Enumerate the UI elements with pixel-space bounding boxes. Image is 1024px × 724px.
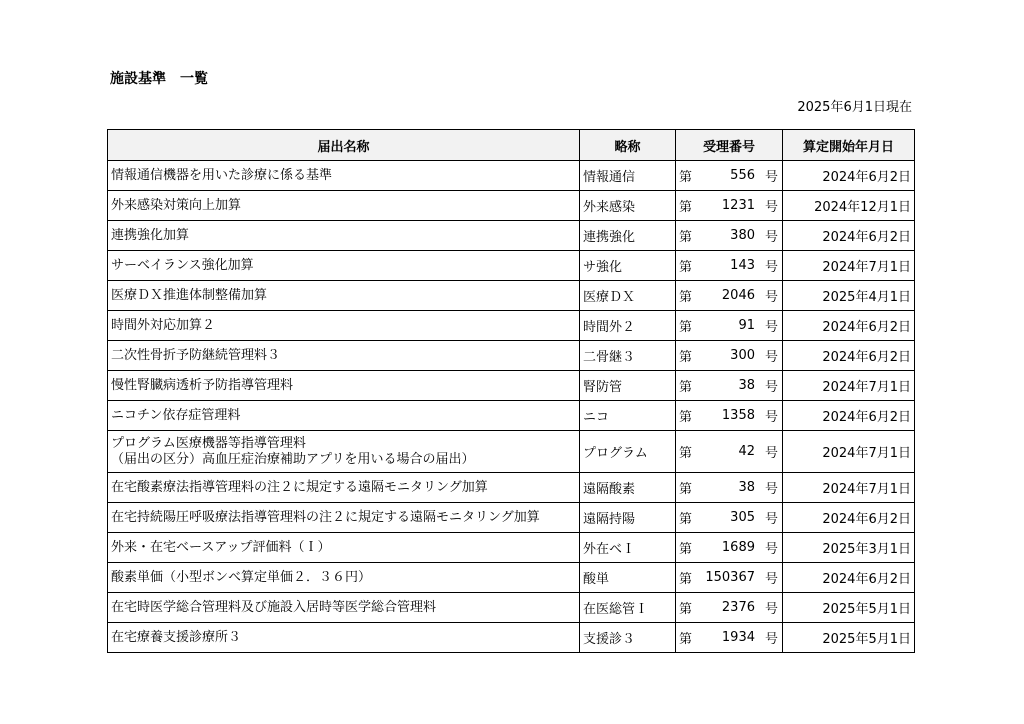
name-line: 時間外対応加算２ xyxy=(111,317,216,333)
facility-standards-table xyxy=(107,129,915,653)
number-value: 91 xyxy=(738,318,755,333)
number-prefix: 第 xyxy=(679,170,693,185)
name-line: 連携強化加算 xyxy=(111,227,190,243)
cell-abbr: 支援診３ xyxy=(580,623,676,653)
cell-date: 2024年6月2日 xyxy=(783,401,915,431)
number-suffix: 号 xyxy=(765,572,779,587)
header-date: 算定開始年月日 xyxy=(783,130,915,161)
cell-date: 2024年12月1日 xyxy=(783,191,915,221)
cell-date: 2025年3月1日 xyxy=(783,533,915,563)
cell-name xyxy=(108,473,580,503)
cell-date: 2024年6月2日 xyxy=(783,563,915,593)
cell-number xyxy=(676,191,783,221)
cell-name xyxy=(108,401,580,431)
number-value: 38 xyxy=(738,378,755,393)
cell-date: 2025年5月1日 xyxy=(783,623,915,653)
name-line: 在宅時医学総合管理料及び施設入居時等医学総合管理料 xyxy=(111,599,437,615)
number-value: 2376 xyxy=(721,600,755,615)
number-suffix: 号 xyxy=(765,320,779,335)
cell-name xyxy=(108,563,580,593)
number-prefix: 第 xyxy=(679,512,693,527)
cell-name xyxy=(108,593,580,623)
number-suffix: 号 xyxy=(765,446,779,461)
number-value: 1358 xyxy=(721,408,755,423)
name-line: 在宅持続陽圧呼吸療法指導管理料の注２に規定する遠隔モニタリング加算 xyxy=(111,509,540,525)
table-row xyxy=(108,311,915,341)
cell-name xyxy=(108,191,580,221)
cell-abbr: 二骨継３ xyxy=(580,341,676,371)
number-suffix: 号 xyxy=(765,380,779,395)
table-row xyxy=(108,281,915,311)
table-row xyxy=(108,563,915,593)
name-line: 慢性腎臓病透析予防指導管理料 xyxy=(111,377,294,393)
cell-number xyxy=(676,251,783,281)
number-prefix: 第 xyxy=(679,602,693,617)
cell-abbr: 情報通信 xyxy=(580,161,676,191)
number-prefix: 第 xyxy=(679,410,693,425)
number-prefix: 第 xyxy=(679,572,693,587)
cell-abbr: ニコ xyxy=(580,401,676,431)
number-prefix: 第 xyxy=(679,290,693,305)
cell-date: 2024年7月1日 xyxy=(783,371,915,401)
table-row xyxy=(108,593,915,623)
number-prefix: 第 xyxy=(679,380,693,395)
cell-number xyxy=(676,563,783,593)
table-row xyxy=(108,191,915,221)
cell-name xyxy=(108,533,580,563)
number-prefix: 第 xyxy=(679,632,693,647)
cell-name xyxy=(108,281,580,311)
name-line: 酸素単価（小型ボンベ算定単価２．３６円） xyxy=(111,569,372,585)
number-prefix: 第 xyxy=(679,542,693,557)
cell-number xyxy=(676,623,783,653)
table-row xyxy=(108,533,915,563)
cell-date: 2025年5月1日 xyxy=(783,593,915,623)
name-line: プログラム医療機器等指導管理料 xyxy=(111,435,306,451)
table-row xyxy=(108,341,915,371)
number-suffix: 号 xyxy=(765,482,779,497)
number-value: 38 xyxy=(738,480,755,495)
name-line: 医療ＤＸ推進体制整備加算 xyxy=(111,287,268,303)
cell-abbr: 外来感染 xyxy=(580,191,676,221)
cell-number xyxy=(676,533,783,563)
cell-date: 2024年7月1日 xyxy=(783,431,915,473)
number-prefix: 第 xyxy=(679,260,693,275)
cell-abbr: 外在ベＩ xyxy=(580,533,676,563)
cell-abbr: プログラム xyxy=(580,431,676,473)
cell-date: 2024年7月1日 xyxy=(783,251,915,281)
cell-date: 2025年4月1日 xyxy=(783,281,915,311)
name-line: 在宅酸素療法指導管理料の注２に規定する遠隔モニタリング加算 xyxy=(111,479,488,495)
cell-date: 2024年6月2日 xyxy=(783,503,915,533)
name-line: 外来感染対策向上加算 xyxy=(111,197,242,213)
cell-abbr: 遠隔持陽 xyxy=(580,503,676,533)
number-suffix: 号 xyxy=(765,512,779,527)
cell-abbr: 連携強化 xyxy=(580,221,676,251)
cell-abbr: 在医総管Ｉ xyxy=(580,593,676,623)
cell-number xyxy=(676,281,783,311)
cell-number xyxy=(676,341,783,371)
number-value: 1689 xyxy=(721,540,755,555)
cell-date: 2024年7月1日 xyxy=(783,473,915,503)
cell-name xyxy=(108,503,580,533)
name-line: 二次性骨折予防継続管理料３ xyxy=(111,347,281,363)
cell-name xyxy=(108,371,580,401)
cell-name xyxy=(108,161,580,191)
cell-abbr: 酸単 xyxy=(580,563,676,593)
number-suffix: 号 xyxy=(765,200,779,215)
number-suffix: 号 xyxy=(765,410,779,425)
number-value: 150367 xyxy=(705,570,755,585)
table-row xyxy=(108,623,915,653)
cell-number xyxy=(676,161,783,191)
header-name: 届出名称 xyxy=(108,130,580,161)
table-row xyxy=(108,371,915,401)
cell-abbr: 時間外２ xyxy=(580,311,676,341)
name-line: 在宅療養支援診療所３ xyxy=(111,629,242,645)
cell-abbr: 腎防管 xyxy=(580,371,676,401)
cell-abbr: サ強化 xyxy=(580,251,676,281)
number-value: 42 xyxy=(738,444,755,459)
cell-name xyxy=(108,623,580,653)
cell-number xyxy=(676,593,783,623)
cell-number xyxy=(676,311,783,341)
table-row xyxy=(108,503,915,533)
name-line: サーベイランス強化加算 xyxy=(111,257,254,273)
number-suffix: 号 xyxy=(765,230,779,245)
cell-number xyxy=(676,473,783,503)
number-value: 556 xyxy=(730,168,755,183)
cell-date: 2024年6月2日 xyxy=(783,341,915,371)
cell-name xyxy=(108,251,580,281)
number-value: 380 xyxy=(730,228,755,243)
table-row xyxy=(108,401,915,431)
name-line: （届出の区分）高血圧症治療補助アプリを用いる場合の届出） xyxy=(111,451,475,467)
number-value: 300 xyxy=(730,348,755,363)
number-prefix: 第 xyxy=(679,350,693,365)
number-suffix: 号 xyxy=(765,170,779,185)
table-row xyxy=(108,161,915,191)
number-suffix: 号 xyxy=(765,260,779,275)
number-prefix: 第 xyxy=(679,446,693,461)
number-suffix: 号 xyxy=(765,542,779,557)
number-prefix: 第 xyxy=(679,320,693,335)
cell-name xyxy=(108,311,580,341)
cell-name xyxy=(108,221,580,251)
name-line: 情報通信機器を用いた診療に係る基準 xyxy=(111,167,333,183)
cell-date: 2024年6月2日 xyxy=(783,221,915,251)
cell-name xyxy=(108,341,580,371)
table-header-row xyxy=(108,130,915,161)
number-suffix: 号 xyxy=(765,602,779,617)
number-suffix: 号 xyxy=(765,350,779,365)
number-suffix: 号 xyxy=(765,290,779,305)
table-row xyxy=(108,221,915,251)
number-value: 143 xyxy=(730,258,755,273)
as-of-date: 2025年6月1日現在 xyxy=(797,100,912,115)
cell-abbr: 医療ＤＸ xyxy=(580,281,676,311)
header-abbr: 略称 xyxy=(580,130,676,161)
table-row xyxy=(108,251,915,281)
cell-number xyxy=(676,371,783,401)
number-value: 2046 xyxy=(721,288,755,303)
number-value: 1934 xyxy=(721,630,755,645)
name-line: ニコチン依存症管理料 xyxy=(111,407,241,423)
header-number: 受理番号 xyxy=(676,130,783,161)
name-line: 外来・在宅ベースアップ評価料（Ｉ） xyxy=(111,539,331,555)
number-prefix: 第 xyxy=(679,200,693,215)
number-value: 305 xyxy=(730,510,755,525)
table-row xyxy=(108,473,915,503)
number-prefix: 第 xyxy=(679,230,693,245)
page-title: 施設基準 一覧 xyxy=(110,71,208,87)
number-suffix: 号 xyxy=(765,632,779,647)
cell-abbr: 遠隔酸素 xyxy=(580,473,676,503)
cell-number xyxy=(676,401,783,431)
cell-date: 2024年6月2日 xyxy=(783,161,915,191)
cell-number xyxy=(676,431,783,473)
table-row xyxy=(108,431,915,473)
number-value: 1231 xyxy=(721,198,755,213)
cell-name xyxy=(108,431,580,473)
cell-number xyxy=(676,221,783,251)
cell-number xyxy=(676,503,783,533)
cell-date: 2024年6月2日 xyxy=(783,311,915,341)
table-body xyxy=(108,161,915,653)
number-prefix: 第 xyxy=(679,482,693,497)
